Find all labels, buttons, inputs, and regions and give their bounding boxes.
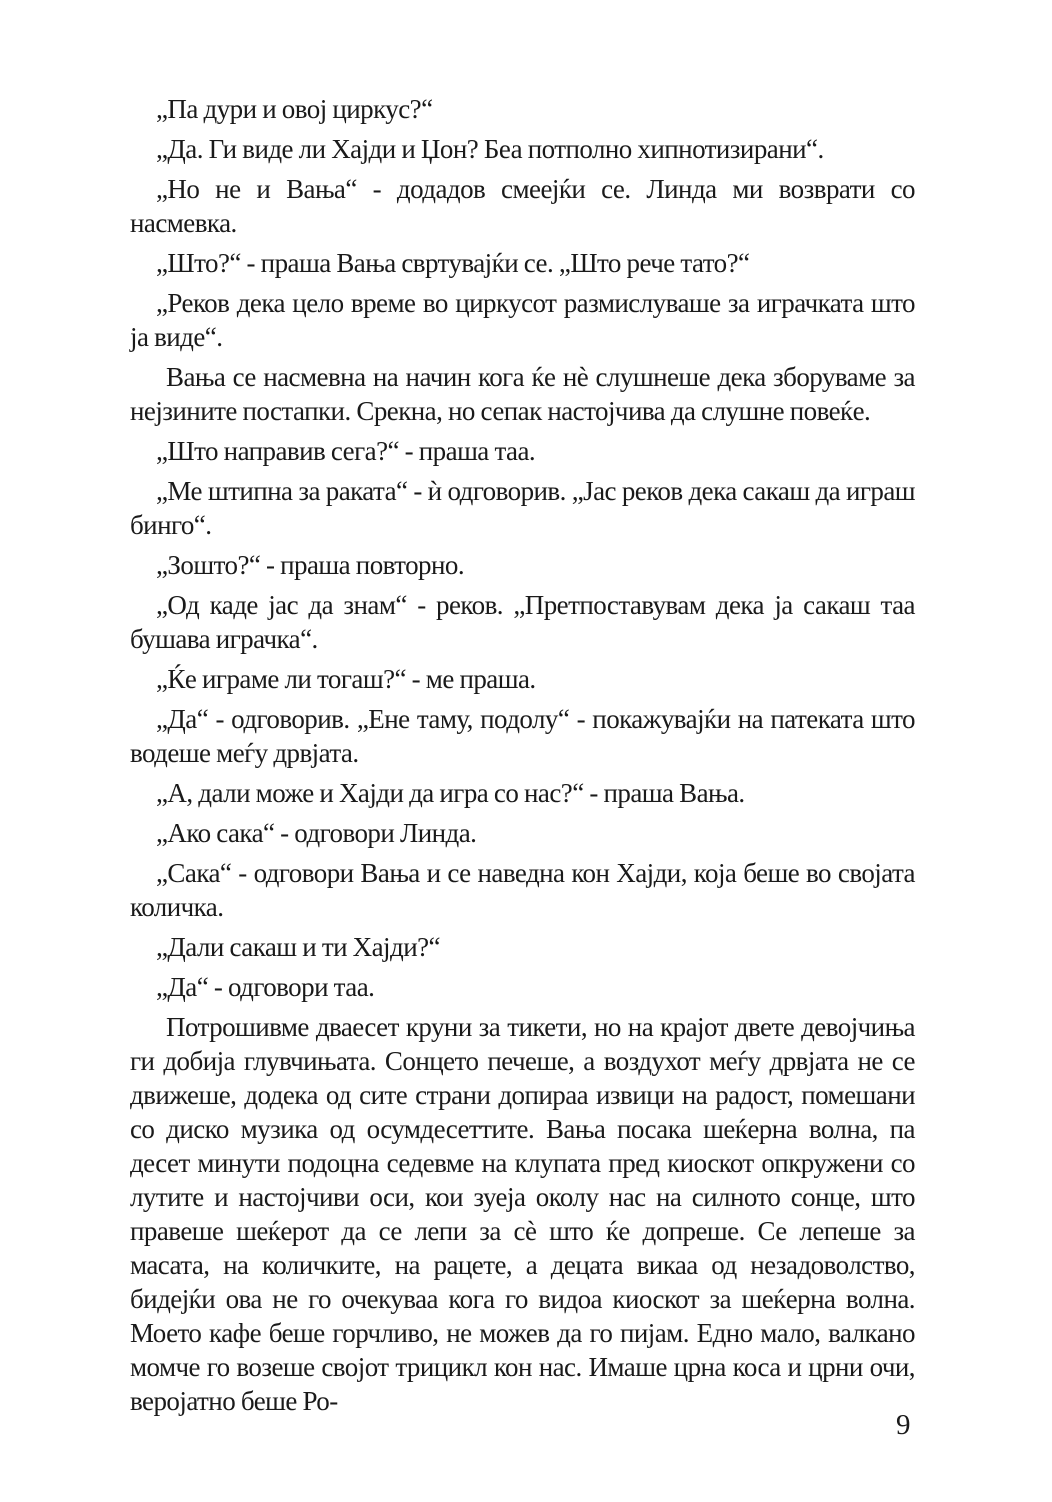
- dialogue-paragraph: „Од каде јас да знам“ - реков. „Претпоставувам дека ја сакаш таа бушава играчка“.: [130, 590, 915, 654]
- page-number: 9: [896, 1409, 911, 1441]
- narrative-paragraph: Потрошивме дваесет круни за тикети, но на крајот двете девојчиња ги добија глувчињата. Сонцето печеше, а воздухот меѓу дрвјата не се движеше, додека од сите страни допираа извици на радост, помешани со диско музика од осумдесеттите. Вања посака шеќерна волна, па десет минути подоцна седевме на клупата пред киоскот опкружени со лутите и настојчиви оси, кои зуеја околу нас на силното сонце, што правеше шеќерот да се лепи за сè што ќе допреше. Се лепеше за масата, на количките, на рацете, а децата викаа од незадоволство, бидејќи ова не го очекуваа кога го видоа киоскот за шеќерна волна. Моето кафе беше горчливо, не можев да го пијам. Едно мало, валкано момче го возеше својот трицикл кон нас. Имаше црна коса и црни очи, веројатно беше Ро-: [130, 1012, 915, 1416]
- dialogue-paragraph: „Ќе играме ли тогаш?“ - ме праша.: [156, 664, 536, 694]
- dialogue-paragraph: „Но не и Вања“ - додадов смеејќи се. Линда ми возврати со насмевка.: [130, 174, 915, 238]
- narrative-paragraph: Вања се насмевна на начин кога ќе нè слушнеше дека зборуваме за нејзините постапки. Срекна, но сепак настојчива да слушне повеќе.: [130, 362, 915, 426]
- dialogue-paragraph: „Ако сака“ - одговори Линда.: [156, 818, 477, 848]
- dialogue-paragraph: „Што?“ - праша Вања свртувајќи се. „Што рече тато?“: [156, 248, 750, 278]
- dialogue-paragraph: „Дали сакаш и ти Хајди?“: [156, 932, 440, 962]
- dialogue-paragraph: „Да. Ги виде ли Хајди и Џон? Беа потполно хипнотизирани“.: [156, 134, 824, 164]
- dialogue-paragraph: „Ме штипна за раката“ - ѝ одговорив. „Јас реков дека сакаш да играш бинго“.: [130, 476, 915, 540]
- dialogue-paragraph: „Па дури и овој циркус?“: [156, 94, 433, 124]
- dialogue-paragraph: „Реков дека цело време во циркусот размислуваше за играчката што ја виде“.: [130, 288, 915, 352]
- dialogue-paragraph: „Сака“ - одговори Вања и се наведна кон Хајди, која беше во својата количка.: [130, 858, 915, 922]
- dialogue-paragraph: „Зошто?“ - праша повторно.: [156, 550, 465, 580]
- dialogue-paragraph: „А, дали може и Хајди да игра со нас?“ - праша Вања.: [156, 778, 745, 808]
- dialogue-paragraph: „Да“ - одговорив. „Ене таму, подолу“ - покажувајќи на патеката што водеше меѓу дрвјата.: [130, 704, 915, 768]
- page-body: [130, 92, 915, 1424]
- dialogue-paragraph: „Да“ - одговори таа.: [156, 972, 375, 1002]
- dialogue-paragraph: „Што направив сега?“ - праша таа.: [156, 436, 536, 466]
